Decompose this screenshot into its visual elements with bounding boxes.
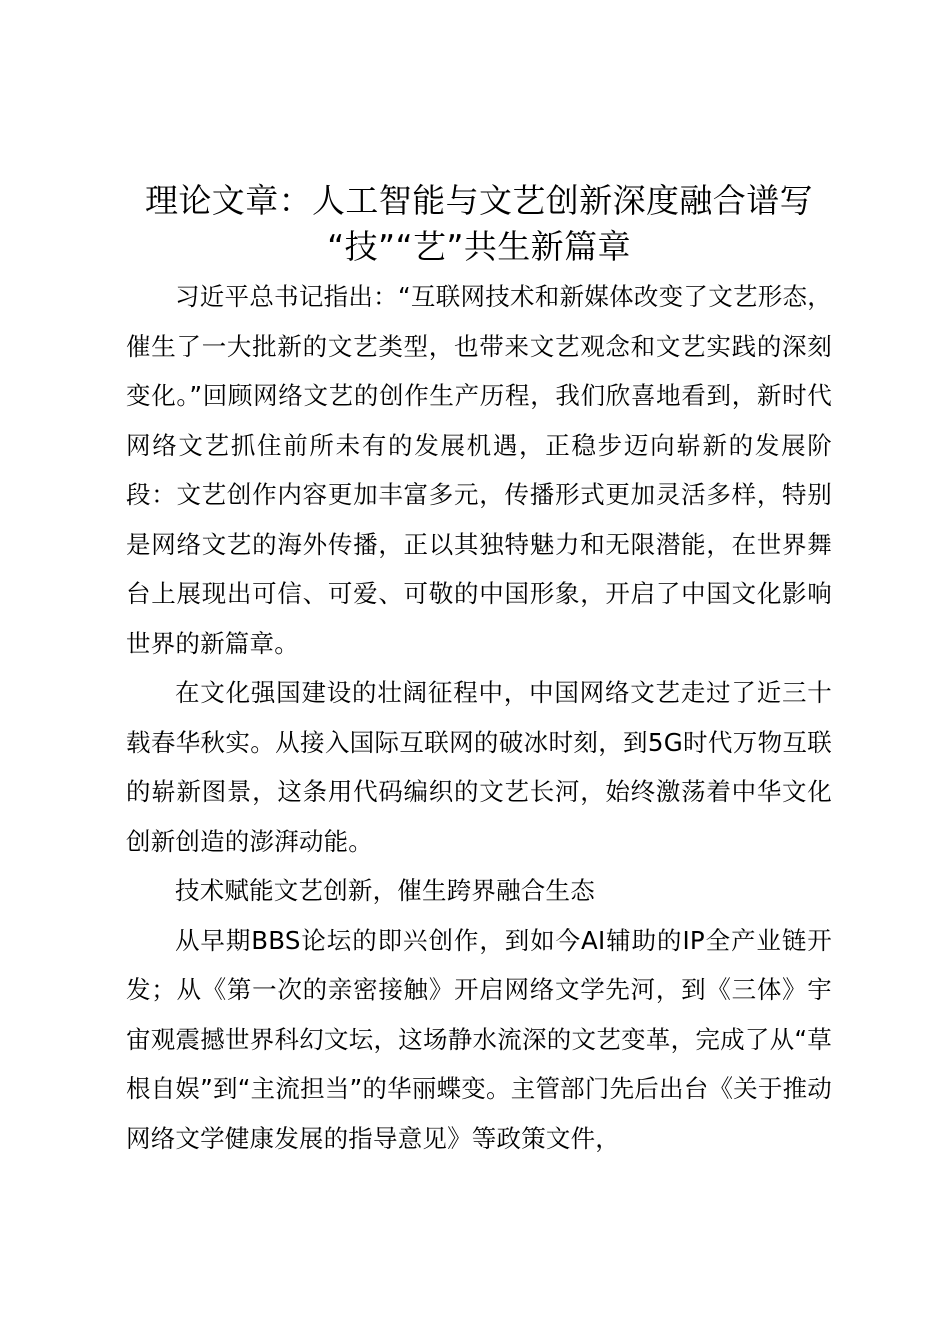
document-title bbox=[126, 178, 832, 270]
title-line-1: 理论文章：人工智能与文艺创新深度融合谱写 bbox=[145, 181, 813, 220]
paragraph-3: 从早期BBS论坛的即兴创作，到如今AI辅助的IP全产业链开发；从《第一次的亲密接触》开启网络文学先河，到《三体》宇宙观震撼世界科幻文坛，这场静水流深的文艺变革，完成了从“草根自娱”到“主流担当”的华丽蝶变。主管部门先后出台《关于推动网络文学健康发展的指导意见》等政策文件， bbox=[126, 925, 832, 1153]
document-page bbox=[126, 178, 832, 1163]
paragraph-1: 习近平总书记指出：“互联网技术和新媒体改变了文艺形态，催生了一大批新的文艺类型，也带来文艺观念和文艺实践的深刻变化。”回顾网络文艺的创作生产历程，我们欣喜地看到，新时代网络文艺抓住前所未有的发展机遇，正稳步迈向崭新的发展阶段：文艺创作内容更加丰富多元，传播形式更加灵活多样，特别是网络文艺的海外传播，正以其独特魅力和无限潜能，在世界舞台上展现出可信、可爱、可敬的中国形象，开启了中国文化影响世界的新篇章。 bbox=[126, 282, 832, 658]
title-line-2: “技”“艺”共生新篇章 bbox=[327, 227, 631, 266]
section-heading: 技术赋能文艺创新，催生跨界融合生态 bbox=[175, 876, 595, 905]
paragraph-2: 在文化强国建设的壮阔征程中，中国网络文艺走过了近三十载春华秋实。从接入国际互联网的破冰时刻，到5G时代万物互联的崭新图景，这条用代码编织的文艺长河，始终激荡着中华文化创新创造的澎湃动能。 bbox=[126, 678, 832, 856]
